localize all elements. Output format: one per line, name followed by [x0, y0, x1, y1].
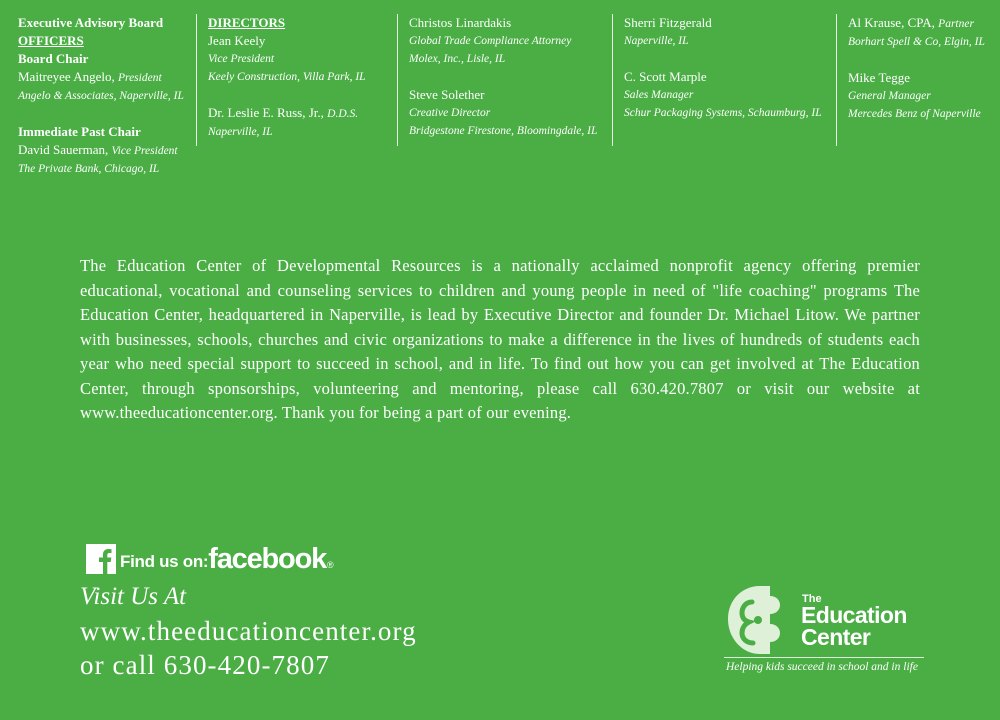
column-divider	[612, 14, 613, 146]
director-name: Al Krause, CPA,	[848, 15, 935, 30]
puzzle-logo-icon	[722, 582, 802, 658]
column-divider	[397, 14, 398, 146]
website-link[interactable]: www.theeducationcenter.org	[80, 616, 417, 646]
director-org: Molex, Inc., Lisle, IL	[409, 53, 506, 65]
director-role: Global Trade Compliance Attorney	[409, 35, 572, 47]
board-header: Executive Advisory Board	[18, 15, 164, 30]
officers-heading: OFFICERS	[18, 33, 84, 48]
past-chair-name: David Sauerman,	[18, 142, 109, 157]
director-role: Partner	[938, 18, 974, 30]
director-org: Mercedes Benz of Naperville	[848, 108, 981, 120]
board-chair-org: Angelo & Associates, Naperville, IL	[18, 90, 184, 102]
facebook-link[interactable]	[86, 540, 334, 574]
logo-tagline: Helping kids succeed in school and in life	[726, 661, 918, 673]
director-line	[848, 14, 1000, 33]
director-role: General Manager	[848, 90, 931, 102]
board-column-directors-3	[624, 14, 824, 122]
board-column-officers	[18, 14, 190, 178]
director-role: Sales Manager	[624, 89, 694, 101]
board-column-directors-4	[848, 14, 1000, 123]
director-name: Mike Tegge	[848, 70, 911, 85]
board-chair-title: Board Chair	[18, 51, 89, 66]
phone-contact: or call 630-420-7807	[80, 650, 330, 680]
director-name: Jean Keely	[208, 33, 266, 48]
past-chair-title: Immediate Past Chair	[18, 124, 141, 139]
director-name: Christos Linardakis	[409, 15, 512, 30]
column-divider	[836, 14, 837, 146]
logo-center: Center	[801, 624, 871, 650]
logo-the: The	[802, 593, 822, 605]
advisory-board	[0, 14, 1000, 174]
visit-us-heading: Visit Us At	[80, 583, 187, 610]
director-role: Vice President	[208, 53, 275, 65]
facebook-find-text: Find us on:	[120, 552, 209, 571]
logo-education: Education	[801, 602, 907, 628]
education-center-logo	[722, 582, 932, 682]
registered-mark: ®	[327, 560, 334, 570]
director-org: Keely Construction, Villa Park, IL	[208, 71, 366, 83]
board-chair-line	[18, 68, 190, 87]
past-chair-line	[18, 141, 190, 160]
director-org: Bridgestone Firestone, Bloomingdale, IL	[409, 125, 598, 137]
director-suffix: D.D.S.	[327, 108, 359, 120]
directors-heading: DIRECTORS	[208, 15, 286, 30]
director-org: Borhart Spell & Co, Elgin, IL	[848, 36, 985, 48]
director-name: C. Scott Marple	[624, 69, 707, 84]
organization-description: The Education Center of Developmental Resources is a nationally acclaimed nonprofit agency offering premier educational, vocational and counseling services to children and young people in need of "life coaching" programs The Education Center, headquartered in Naperville, is lead by Executive Director and founder Dr. Michael Litow. We partner with businesses, schools, churches and civic organizations to make a difference in the lives of hundreds of students each year who need special support to succeed in school, and in life. To find out how you can get involved at The Education Center, through sponsorships, volunteering and mentoring, please call 630.420.7807 or visit our website at www.theeducationcenter.org. Thank you for being a part of our evening.	[80, 256, 920, 422]
director-role: Creative Director	[409, 107, 491, 119]
director-line	[208, 104, 394, 123]
director-name: Steve Solether	[409, 87, 485, 102]
board-chair-name: Maitreyee Angelo,	[18, 69, 115, 84]
facebook-icon	[86, 544, 116, 574]
director-name: Dr. Leslie E. Russ, Jr.,	[208, 105, 324, 120]
director-location: Naperville, IL	[208, 126, 273, 138]
director-name: Sherri Fitzgerald	[624, 15, 712, 30]
board-column-directors-1	[208, 14, 394, 141]
director-location: Naperville, IL	[624, 35, 689, 47]
past-chair-org: The Private Bank, Chicago, IL	[18, 163, 160, 175]
director-org: Schur Packaging Systems, Schaumburg, IL	[624, 107, 822, 119]
column-divider	[196, 14, 197, 146]
facebook-wordmark: facebook	[208, 543, 327, 575]
board-chair-role: President	[118, 72, 162, 84]
board-column-directors-2	[409, 14, 605, 140]
logo-divider	[724, 657, 924, 658]
past-chair-role: Vice President	[111, 145, 178, 157]
